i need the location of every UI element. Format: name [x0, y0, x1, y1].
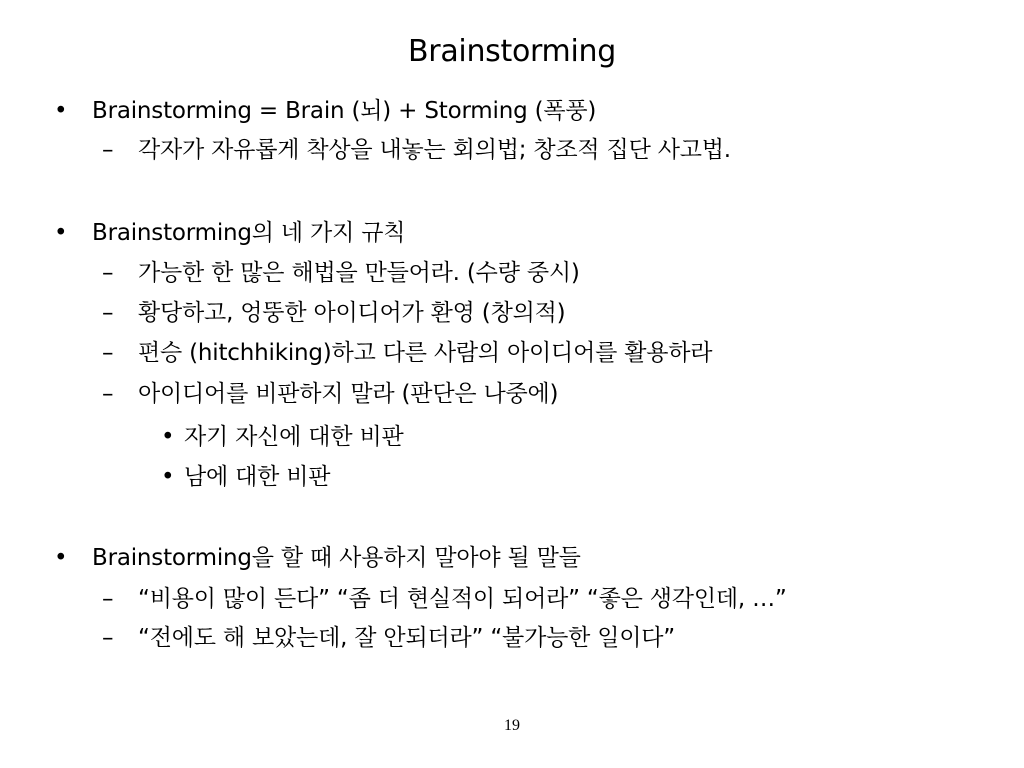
sub-item-2-1	[102, 257, 580, 289]
sub-item-text: 가능한 한 많은 해법을 만들어라. (수량 중시)	[138, 260, 580, 286]
dash-marker: –	[102, 625, 114, 651]
sub-item-text: 편승 (hitchhiking)하고 다른 사람의 아이디어를 활용하라	[138, 340, 713, 366]
bullet-text: Brainstorming을 할 때 사용하지 말아야 될 말들	[92, 545, 581, 571]
dash-marker: –	[102, 300, 114, 326]
sub-item-text: 아이디어를 비판하지 말라 (판단은 나중에)	[138, 381, 559, 407]
bullet-text: Brainstorming의 네 가지 규칙	[92, 220, 406, 246]
bullet-item-2	[54, 217, 406, 249]
page-number: 19	[504, 717, 520, 734]
dash-marker: –	[102, 137, 114, 163]
bullet-marker: •	[54, 98, 68, 124]
sub-item-1-1	[102, 134, 731, 166]
bullet-item-1	[54, 95, 597, 127]
sub-item-text: 황당하고, 엉뚱한 아이디어가 환영 (창의적)	[138, 300, 566, 326]
bullet-text: Brainstorming = Brain (뇌) + Storming (폭풍)	[92, 98, 597, 124]
sub-item-text: 각자가 자유롭게 착상을 내놓는 회의법; 창조적 집단 사고법.	[138, 137, 731, 163]
bullet-marker: •	[54, 545, 68, 571]
slide-title: Brainstorming	[408, 34, 616, 69]
dash-marker: –	[102, 340, 114, 366]
sub-item-2-4	[102, 378, 559, 410]
sub-sub-item-text: 자기 자신에 대한 비판	[184, 424, 404, 450]
sub-item-2-2	[102, 297, 566, 329]
bullet-item-3	[54, 542, 581, 574]
sub-item-text: “전에도 해 보았는데, 잘 안되더라” “불가능한 일이다”	[138, 625, 675, 651]
sub-sub-item-1	[161, 421, 404, 453]
sub-sub-item-text: 남에 대한 비판	[184, 464, 331, 490]
sub-item-2-3	[102, 337, 713, 369]
sub-item-3-1	[102, 583, 787, 615]
sub-item-3-2	[102, 622, 675, 654]
sub-sub-item-2	[161, 461, 331, 493]
bullet-marker: •	[54, 220, 68, 246]
bullet-marker: •	[161, 424, 175, 450]
dash-marker: –	[102, 260, 114, 286]
dash-marker: –	[102, 381, 114, 407]
dash-marker: –	[102, 586, 114, 612]
bullet-marker: •	[161, 464, 175, 490]
sub-item-text: “비용이 많이 든다” “좀 더 현실적이 되어라” “좋은 생각인데, …”	[138, 586, 787, 612]
